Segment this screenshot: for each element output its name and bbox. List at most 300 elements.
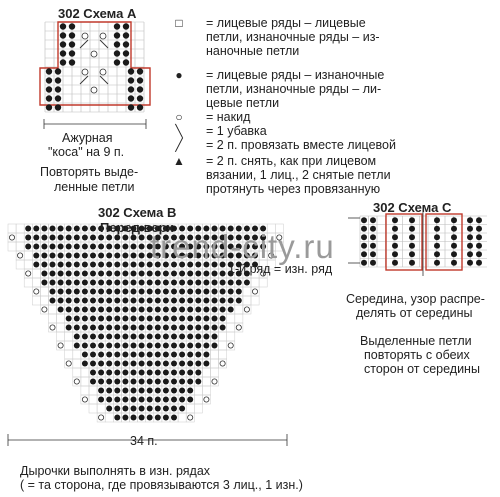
filled-stitch	[179, 280, 185, 286]
filled-stitch	[139, 397, 145, 403]
schema-b-title: 302 Схема В	[98, 205, 177, 220]
filled-stitch	[74, 235, 80, 241]
legend-text: наночные петли	[206, 44, 300, 58]
filled-stitch	[451, 226, 457, 232]
chart-cell	[235, 314, 243, 323]
yarn-over	[91, 87, 97, 93]
chart-cell	[65, 341, 73, 350]
filled-stitch	[122, 388, 128, 394]
filled-stitch	[220, 316, 226, 322]
filled-stitch	[236, 280, 242, 286]
filled-stitch	[131, 415, 137, 421]
yarn-over	[18, 253, 23, 258]
filled-stitch	[212, 316, 218, 322]
chart-cell	[211, 350, 219, 359]
filled-stitch	[155, 361, 161, 367]
backslash-icon: ╲	[175, 124, 183, 138]
filled-stitch	[171, 352, 177, 358]
legend-text: вязании, 1 лиц., 2 снятые петли	[206, 168, 391, 182]
filled-stitch	[195, 316, 201, 322]
filled-stitch	[74, 325, 80, 331]
filled-stitch	[147, 316, 153, 322]
filled-stitch	[195, 370, 201, 376]
filled-stitch	[409, 251, 415, 257]
yarn-over	[26, 271, 31, 276]
yarn-over	[82, 33, 88, 39]
filled-stitch	[155, 415, 161, 421]
filled-stitch	[467, 243, 473, 249]
filled-stitch	[114, 334, 120, 340]
filled-stitch	[82, 334, 88, 340]
filled-stitch	[212, 325, 218, 331]
filled-stitch	[187, 352, 193, 358]
filled-stitch	[106, 361, 112, 367]
filled-stitch	[131, 298, 137, 304]
filled-stitch	[66, 244, 72, 250]
filled-stitch	[139, 415, 145, 421]
filled-stitch	[187, 289, 193, 295]
yarn-over	[244, 307, 249, 312]
filled-stitch	[41, 271, 47, 277]
filled-stitch	[41, 226, 47, 232]
filled-stitch	[195, 361, 201, 367]
filled-stitch	[203, 298, 209, 304]
filled-stitch	[195, 298, 201, 304]
filled-stitch	[147, 352, 153, 358]
filled-stitch	[114, 262, 120, 268]
filled-stitch	[50, 280, 56, 286]
filled-stitch	[220, 280, 226, 286]
filled-stitch	[228, 307, 234, 313]
chart-cell	[32, 269, 40, 278]
yarn-over	[42, 307, 47, 312]
filled-stitch	[147, 388, 153, 394]
chart-cell	[8, 224, 16, 233]
filled-stitch	[50, 271, 56, 277]
filled-stitch	[434, 226, 440, 232]
slash-icon: ╱	[175, 138, 183, 152]
filled-stitch	[467, 234, 473, 240]
filled-stitch	[220, 307, 226, 313]
filled-stitch	[392, 251, 398, 257]
filled-stitch	[122, 298, 128, 304]
filled-stitch	[187, 397, 193, 403]
filled-stitch	[155, 316, 161, 322]
filled-stitch	[139, 370, 145, 376]
filled-stitch	[179, 352, 185, 358]
filled-stitch	[74, 334, 80, 340]
filled-stitch	[203, 334, 209, 340]
legend-text: = лицевые ряды – лицевые	[206, 16, 366, 30]
filled-stitch	[106, 307, 112, 313]
open-circle-icon: ○	[175, 110, 183, 124]
filled-stitch	[163, 316, 169, 322]
filled-stitch	[114, 271, 120, 277]
filled-stitch	[139, 307, 145, 313]
filled-stitch	[60, 32, 66, 38]
filled-stitch	[212, 280, 218, 286]
filled-stitch	[163, 406, 169, 412]
filled-stitch	[131, 235, 137, 241]
filled-stitch	[128, 68, 134, 74]
yarn-over	[212, 379, 217, 384]
filled-stitch	[122, 370, 128, 376]
schema-c-note-3: Выделенные петли	[360, 334, 472, 348]
filled-stitch	[66, 235, 72, 241]
filled-stitch	[187, 307, 193, 313]
filled-stitch	[451, 251, 457, 257]
yarn-over	[34, 289, 39, 294]
filled-stitch	[155, 271, 161, 277]
filled-stitch	[114, 370, 120, 376]
filled-stitch	[137, 77, 143, 83]
yarn-over	[188, 415, 193, 420]
filled-stitch	[131, 253, 137, 259]
filled-stitch	[122, 406, 128, 412]
chart-cell	[105, 413, 113, 422]
filled-stitch	[122, 343, 128, 349]
chart-cell	[40, 287, 48, 296]
filled-stitch	[74, 244, 80, 250]
filled-stitch	[90, 307, 96, 313]
filled-stitch	[451, 234, 457, 240]
filled-stitch	[33, 262, 39, 268]
filled-stitch	[114, 307, 120, 313]
filled-stitch	[69, 59, 75, 65]
filled-stitch	[82, 280, 88, 286]
filled-stitch	[155, 379, 161, 385]
filled-stitch	[179, 343, 185, 349]
filled-stitch	[66, 280, 72, 286]
filled-stitch	[114, 253, 120, 259]
filled-stitch	[106, 316, 112, 322]
filled-stitch	[98, 316, 104, 322]
filled-stitch	[370, 243, 376, 249]
filled-stitch	[58, 298, 64, 304]
filled-stitch	[114, 325, 120, 331]
filled-stitch	[55, 104, 61, 110]
filled-stitch	[179, 325, 185, 331]
filled-stitch	[90, 334, 96, 340]
filled-stitch	[131, 361, 137, 367]
filled-stitch	[244, 280, 250, 286]
filled-stitch	[90, 271, 96, 277]
filled-stitch	[90, 370, 96, 376]
chart-cell	[81, 377, 89, 386]
chart-cell	[219, 332, 227, 341]
filled-stitch	[128, 104, 134, 110]
schema-c-repeat-left	[386, 214, 422, 270]
filled-stitch	[74, 316, 80, 322]
filled-stitch	[147, 415, 153, 421]
filled-stitch	[106, 334, 112, 340]
filled-stitch	[392, 217, 398, 223]
filled-stitch	[123, 32, 129, 38]
chart-cell	[57, 323, 65, 332]
filled-stitch	[82, 226, 88, 232]
yarn-over	[204, 397, 209, 402]
filled-stitch	[66, 307, 72, 313]
filled-stitch	[155, 388, 161, 394]
filled-stitch	[163, 397, 169, 403]
filled-stitch	[82, 352, 88, 358]
filled-stitch	[155, 280, 161, 286]
filled-stitch	[409, 217, 415, 223]
filled-stitch	[131, 316, 137, 322]
schema-a-caption-3: Повторять выде-	[40, 165, 139, 179]
filled-stitch	[187, 370, 193, 376]
chart-cell	[227, 332, 235, 341]
filled-stitch	[131, 388, 137, 394]
filled-stitch	[361, 217, 367, 223]
chart-cell	[16, 242, 24, 251]
filled-stitch	[171, 325, 177, 331]
filled-stitch	[74, 307, 80, 313]
filled-stitch	[98, 253, 104, 259]
filled-stitch	[203, 307, 209, 313]
filled-stitch	[163, 280, 169, 286]
filled-stitch	[25, 226, 31, 232]
filled-stitch	[60, 23, 66, 29]
filled-stitch	[41, 253, 47, 259]
schema-c-row-label: 1-й ряд = изн. ряд	[228, 262, 333, 276]
filled-stitch	[203, 289, 209, 295]
filled-stitch	[155, 307, 161, 313]
filled-stitch	[74, 253, 80, 259]
filled-stitch	[74, 343, 80, 349]
chart-cell	[211, 368, 219, 377]
filled-stitch	[131, 280, 137, 286]
filled-stitch	[195, 379, 201, 385]
filled-stitch	[171, 307, 177, 313]
filled-stitch	[114, 280, 120, 286]
chart-cell	[57, 332, 65, 341]
filled-stitch	[122, 352, 128, 358]
filled-stitch	[195, 307, 201, 313]
chart-cell	[227, 323, 235, 332]
chart-cell	[202, 386, 210, 395]
filled-stitch	[90, 226, 96, 232]
filled-stitch	[33, 226, 39, 232]
filled-stitch	[60, 41, 66, 47]
filled-stitch	[122, 271, 128, 277]
filled-stitch	[106, 244, 112, 250]
filled-stitch	[476, 234, 482, 240]
filled-stitch	[147, 289, 153, 295]
filled-stitch	[392, 234, 398, 240]
filled-stitch	[212, 298, 218, 304]
filled-stitch	[195, 271, 201, 277]
filled-stitch	[147, 271, 153, 277]
filled-stitch	[82, 244, 88, 250]
filled-stitch	[171, 343, 177, 349]
filled-stitch	[98, 262, 104, 268]
filled-stitch	[163, 271, 169, 277]
filled-stitch	[82, 289, 88, 295]
chart-cell	[235, 305, 243, 314]
filled-stitch	[187, 361, 193, 367]
filled-stitch	[220, 298, 226, 304]
filled-stitch	[139, 352, 145, 358]
filled-stitch	[58, 289, 64, 295]
filled-stitch	[131, 343, 137, 349]
chart-cell	[194, 386, 202, 395]
filled-stitch	[58, 244, 64, 250]
filled-stitch	[106, 343, 112, 349]
filled-stitch	[98, 298, 104, 304]
schema-b-note-1: Дырочки выполнять в изн. рядах	[20, 464, 211, 478]
schema-c-note-5: сторон от середины	[364, 362, 480, 376]
chart-cell	[16, 224, 24, 233]
chart-cell	[211, 359, 219, 368]
chart-cell	[97, 404, 105, 413]
filled-stitch	[98, 334, 104, 340]
filled-stitch	[139, 388, 145, 394]
filled-stitch	[114, 289, 120, 295]
chart-cell	[178, 413, 186, 422]
filled-stitch	[179, 307, 185, 313]
legend-text: протянуть через провязанную	[206, 182, 381, 196]
yarn-over	[100, 33, 106, 39]
filled-stitch	[122, 334, 128, 340]
chart-cell	[194, 395, 202, 404]
filled-stitch	[203, 352, 209, 358]
filled-stitch	[228, 280, 234, 286]
filled-stitch	[106, 406, 112, 412]
filled-stitch	[195, 280, 201, 286]
filled-stitch	[25, 244, 31, 250]
filled-stitch	[69, 41, 75, 47]
filled-stitch	[66, 325, 72, 331]
filled-stitch	[203, 316, 209, 322]
chart-cell	[243, 287, 251, 296]
schema-c-note-1: Середина, узор распре-	[346, 292, 485, 306]
filled-stitch	[114, 59, 120, 65]
filled-stitch	[69, 23, 75, 29]
filled-stitch	[147, 361, 153, 367]
filled-stitch	[66, 226, 72, 232]
decrease-mark	[100, 76, 108, 84]
filled-stitch	[50, 235, 56, 241]
chart-cell	[219, 341, 227, 350]
filled-stitch	[41, 262, 47, 268]
filled-stitch	[131, 397, 137, 403]
filled-stitch	[90, 244, 96, 250]
filled-stitch	[90, 352, 96, 358]
schema-c-note-4: повторять с обеих	[364, 348, 470, 362]
filled-stitch	[139, 298, 145, 304]
filled-stitch	[58, 280, 64, 286]
filled-stitch	[82, 316, 88, 322]
filled-stitch	[114, 23, 120, 29]
chart-cell	[57, 314, 65, 323]
filled-stitch	[98, 307, 104, 313]
filled-stitch	[41, 280, 47, 286]
filled-stitch	[128, 95, 134, 101]
filled-stitch	[74, 226, 80, 232]
filled-stitch	[114, 235, 120, 241]
filled-stitch	[187, 388, 193, 394]
filled-stitch	[139, 253, 145, 259]
filled-stitch	[139, 244, 145, 250]
filled-stitch	[122, 262, 128, 268]
filled-stitch	[155, 298, 161, 304]
chart-cell	[251, 278, 259, 287]
filled-stitch	[123, 41, 129, 47]
watermark: trend-city.ru	[150, 228, 335, 265]
filled-stitch	[163, 352, 169, 358]
filled-stitch	[137, 86, 143, 92]
filled-stitch	[131, 334, 137, 340]
filled-stitch	[122, 415, 128, 421]
filled-stitch	[179, 406, 185, 412]
filled-stitch	[195, 289, 201, 295]
filled-stitch	[137, 104, 143, 110]
filled-stitch	[139, 334, 145, 340]
filled-stitch	[370, 234, 376, 240]
filled-stitch	[179, 298, 185, 304]
filled-stitch	[82, 361, 88, 367]
filled-stitch	[147, 298, 153, 304]
filled-stitch	[58, 271, 64, 277]
filled-stitch	[74, 280, 80, 286]
schema-c-title: 302 Схема С	[373, 200, 452, 215]
filled-stitch	[163, 289, 169, 295]
filled-stitch	[90, 379, 96, 385]
filled-stitch	[131, 352, 137, 358]
yarn-over	[50, 325, 55, 330]
filled-stitch	[187, 379, 193, 385]
filled-stitch	[137, 68, 143, 74]
filled-stitch	[123, 50, 129, 56]
filled-stitch	[163, 361, 169, 367]
filled-stitch	[139, 289, 145, 295]
filled-stitch	[236, 298, 242, 304]
filled-stitch	[155, 370, 161, 376]
filled-stitch	[171, 298, 177, 304]
chart-cell	[49, 305, 57, 314]
filled-stitch	[128, 77, 134, 83]
filled-stitch	[434, 234, 440, 240]
chart-cell	[40, 296, 48, 305]
filled-stitch	[131, 289, 137, 295]
filled-stitch	[122, 244, 128, 250]
legend-text: = 2 п. провязать вместе лицевой	[206, 138, 396, 152]
chart-cell	[81, 368, 89, 377]
filled-stitch	[90, 343, 96, 349]
triangle-icon: ▲	[173, 154, 185, 168]
filled-stitch	[203, 325, 209, 331]
filled-stitch	[187, 298, 193, 304]
filled-stitch	[58, 253, 64, 259]
filled-stitch	[90, 280, 96, 286]
filled-stitch	[106, 262, 112, 268]
yarn-over	[82, 397, 87, 402]
filled-stitch	[409, 260, 415, 266]
filled-stitch	[90, 262, 96, 268]
filled-stitch	[106, 352, 112, 358]
filled-stitch	[171, 388, 177, 394]
filled-stitch	[361, 251, 367, 257]
chart-cell	[186, 404, 194, 413]
filled-stitch	[123, 59, 129, 65]
chart-cell	[202, 377, 210, 386]
filled-stitch	[187, 334, 193, 340]
filled-stitch	[163, 388, 169, 394]
filled-stitch	[203, 271, 209, 277]
filled-stitch	[131, 262, 137, 268]
filled-stitch	[212, 289, 218, 295]
